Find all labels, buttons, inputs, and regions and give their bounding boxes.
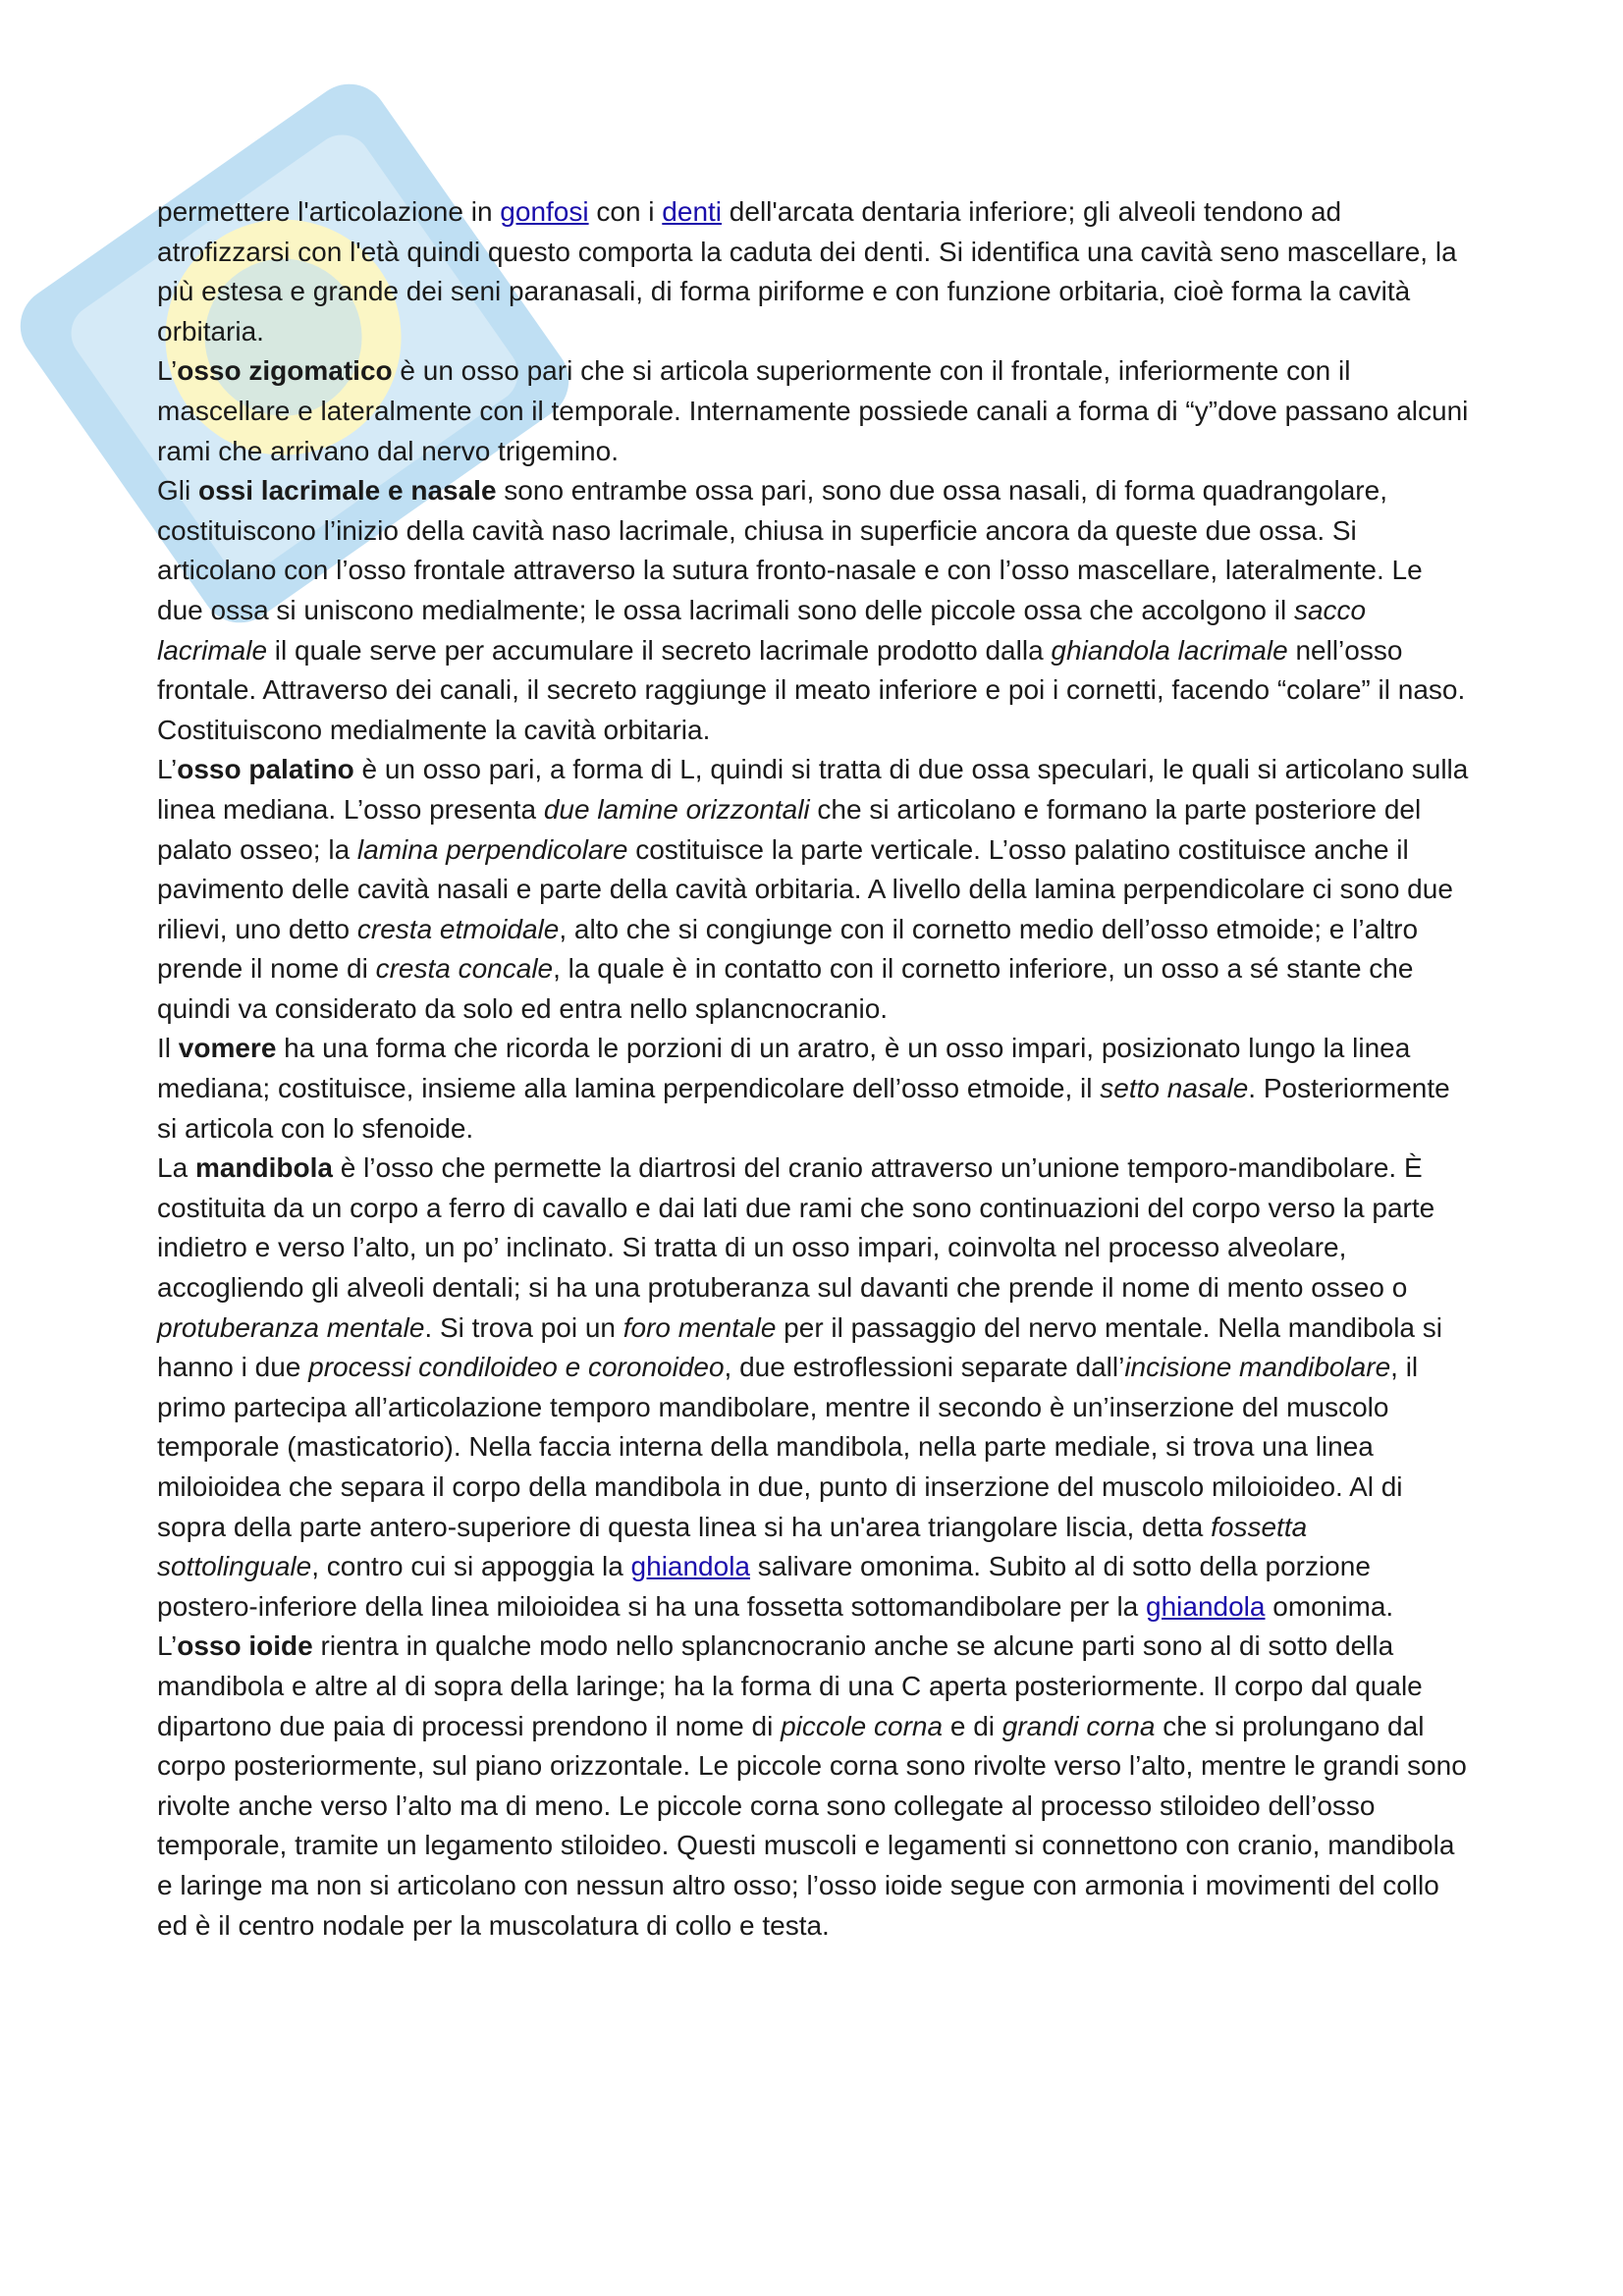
- text-run: rientra in qualche modo nello splancnocranio anche se alcune parti sono al di sotto della mandibola e altre al di sopra della laringe; ha la forma di una C aperta posteriormente. Il corpo dal quale dipartono due paia di processi prendono il nome di: [157, 1630, 1423, 1741]
- bold-term: vomere: [178, 1033, 277, 1064]
- italic-term: fossetta sottolinguale: [157, 1511, 1308, 1582]
- text-run: omonima.: [1265, 1590, 1394, 1622]
- hyperlink[interactable]: denti: [662, 196, 723, 227]
- text-run: è un osso pari, a forma di L, quindi si tratta di due ossa speculari, le quali si articolano sulla linea mediana. L’osso presenta: [157, 754, 1469, 825]
- text-run: Gli: [157, 475, 198, 507]
- text-run: è l’osso che permette la diartrosi del cranio attraverso un’unione temporo-mandibolare. È costituita da un corpo a ferro di cavallo e dai lati due rami che sono continuazioni del corpo verso la parte indietro e verso l’alto, un po’ inclinato. Si tratta di un osso impari, coinvolta nel processo alveolare, accogliendo gli alveoli dentali; si ha una protuberanza sul davanti che prende il nome di mento osseo o: [157, 1152, 1435, 1304]
- paragraph-mandibola: [157, 1148, 1473, 1627]
- text-run: costituisce la parte verticale. L’osso palatino costituisce anche il pavimento delle cavità nasali e parte della cavità orbitaria. A livello della lamina perpendicolare ci sono due rilievi, uno detto: [157, 833, 1453, 944]
- hyperlink[interactable]: ghiandola: [1146, 1590, 1266, 1622]
- italic-term: lamina perpendicolare: [356, 833, 628, 865]
- text-run: Il: [157, 1033, 179, 1064]
- italic-term: processi condiloideo e coronoideo: [308, 1352, 725, 1383]
- italic-term: incisione mandibolare: [1124, 1352, 1391, 1383]
- italic-term: piccole corna: [781, 1710, 944, 1741]
- text-run: che si articolano e formano la parte posteriore del palato osseo; la: [157, 793, 1422, 865]
- text-run: L’: [157, 754, 178, 785]
- text-run: , contro cui si appoggia la: [311, 1551, 631, 1582]
- paragraph-lacrimale: [157, 471, 1473, 750]
- text-run: L’: [157, 355, 178, 387]
- italic-term: cresta etmoidale: [356, 913, 560, 944]
- text-run: La: [157, 1152, 195, 1184]
- text-run: per il passaggio del nervo mentale. Nella mandibola si hanno i due: [157, 1311, 1442, 1383]
- bold-term: mandibola: [194, 1152, 333, 1184]
- italic-term: grandi corna: [1001, 1710, 1156, 1741]
- italic-term: protuberanza mentale: [157, 1311, 425, 1343]
- paragraph-ioide: [157, 1627, 1473, 1946]
- text-run: , la quale è in contatto con il cornetto inferiore, un osso a sé stante che quindi va considerato da solo ed entra nello splancnocranio.: [157, 953, 1414, 1024]
- text-run: il quale serve per accumulare il secreto lacrimale prodotto dalla: [267, 634, 1052, 666]
- text-run: ha una forma che ricorda le porzioni di un aratro, è un osso impari, posizionato lungo la linea mediana; costituisce, insieme alla lamina perpendicolare dell’osso etmoide, il: [157, 1033, 1411, 1104]
- italic-term: ghiandola lacrimale: [1051, 634, 1288, 666]
- bold-term: ossi lacrimale e nasale: [198, 475, 497, 507]
- italic-term: sacco lacrimale: [157, 594, 1367, 666]
- text-run: , il primo partecipa all’articolazione temporo mandibolare, mentre il secondo è un’inserzione del muscolo temporale (masticatorio). Nella faccia interna della mandibola, nella parte mediale, si trova una linea miloioidea che separa il corpo della mandibola in due, punto di inserzione del muscolo miloioideo. Al di sopra della parte antero-superiore di questa linea si ha un'area triangolare liscia, detta: [157, 1352, 1419, 1542]
- paragraph-intro: [157, 192, 1473, 351]
- italic-term: setto nasale: [1100, 1073, 1249, 1104]
- paragraph-zigomatico: [157, 351, 1473, 471]
- text-run: e di: [943, 1710, 1002, 1741]
- paragraph-vomere: [157, 1029, 1473, 1148]
- bold-term: osso palatino: [177, 754, 354, 785]
- italic-term: foro mentale: [622, 1311, 777, 1343]
- text-run: permettere l'articolazione in: [157, 196, 501, 227]
- text-run: . Posteriormente si articola con lo sfenoide.: [157, 1073, 1450, 1144]
- text-run: dell'arcata dentaria inferiore; gli alveoli tendono ad atrofizzarsi con l'età quindi questo comporta la caduta dei denti. Si identifica una cavità seno mascellare, la più estesa e grande dei seni paranasali, di forma piriforme e con funzione orbitaria, cioè forma la cavità orbitaria.: [157, 196, 1457, 347]
- text-run: salivare omonima. Subito al di sotto della porzione postero-inferiore della linea miloioidea si ha una fossetta sottomandibolare per la: [157, 1551, 1371, 1622]
- bold-term: osso ioide: [177, 1630, 313, 1662]
- text-run: è un osso pari che si articola superiormente con il frontale, inferiormente con il mascellare e lateralmente con il temporale. Internamente possiede canali a forma di “y”dove passano alcuni rami che arrivano dal nervo trigemino.: [157, 355, 1469, 466]
- bold-term: osso zigomatico: [177, 355, 393, 387]
- text-run: L’: [157, 1630, 178, 1662]
- text-run: , due estroflessioni separate dall’: [724, 1352, 1125, 1383]
- text-run: nell’osso frontale. Attraverso dei canali, il secreto raggiunge il meato inferiore e poi i cornetti, facendo “colare” il naso. Costituiscono medialmente la cavità orbitaria.: [157, 634, 1466, 745]
- text-run: , alto che si congiunge con il cornetto medio dell’osso etmoide; e l’altro prende il nome di: [157, 913, 1419, 985]
- hyperlink[interactable]: ghiandola: [630, 1551, 750, 1582]
- text-run: con i: [588, 196, 663, 227]
- hyperlink[interactable]: gonfosi: [500, 196, 589, 227]
- text-run: . Si trova poi un: [424, 1311, 623, 1343]
- italic-term: cresta concale: [375, 953, 554, 985]
- document-body: [157, 192, 1473, 1946]
- paragraph-palatino: [157, 750, 1473, 1029]
- text-run: sono entrambe ossa pari, sono due ossa nasali, di forma quadrangolare, costituiscono l’inizio della cavità naso lacrimale, chiusa in superficie ancora da queste due ossa. Si articolano con l’osso frontale attraverso la sutura fronto-nasale e con l’osso mascellare, lateralmente. Le due ossa si uniscono medialmente; le ossa lacrimali sono delle piccole ossa che accolgono il: [157, 475, 1423, 625]
- text-run: che si prolungano dal corpo posteriormente, sul piano orizzontale. Le piccole corna sono rivolte verso l’alto, mentre le grandi sono rivolte anche verso l’alto ma di meno. Le piccole corna sono collegate al processo stiloideo dell’osso temporale, tramite un legamento stiloideo. Questi muscoli e legamenti si connettono con cranio, mandibola e laringe ma non si articolano con nessun altro osso; l’osso ioide segue con armonia i movimenti del collo ed è il centro nodale per la muscolatura di collo e testa.: [157, 1710, 1467, 1941]
- italic-term: due lamine orizzontali: [543, 793, 810, 825]
